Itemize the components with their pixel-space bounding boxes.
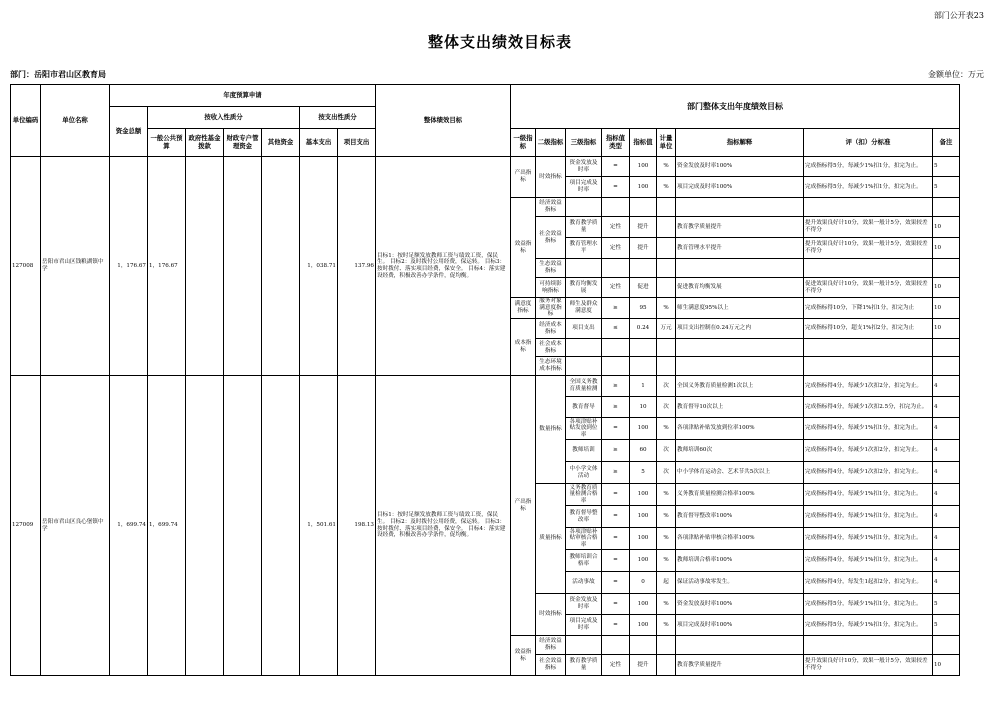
ind-unit: %: [657, 418, 676, 440]
ind2: 时效指标: [536, 157, 566, 198]
ind-explain: 教育教学质量提升: [676, 217, 804, 238]
ind-unit: %: [657, 615, 676, 636]
ind-explain: 师生满意度95%以上: [676, 298, 804, 319]
ind3: 各项津贴补贴发放到位率: [566, 418, 602, 440]
unit-code: 127008: [11, 157, 41, 376]
ind-explain: 全国义务教育质量检测1次以上: [676, 376, 804, 397]
ind3: 项目支出: [566, 319, 602, 339]
note: 4: [933, 440, 960, 462]
other-funds: [262, 376, 300, 676]
header-note: 备注: [933, 129, 960, 157]
ind-explain: 教师培训60次: [676, 440, 804, 462]
ind-unit: 次: [657, 462, 676, 484]
table-row: [11, 157, 960, 177]
ind1: 效益指标: [511, 198, 536, 298]
ind3: [566, 339, 602, 357]
ind-type: =: [602, 594, 630, 615]
note: [933, 198, 960, 217]
ind-explain: 项目完成及时率100%: [676, 615, 804, 636]
ind-explain: [676, 636, 804, 655]
ind-unit: [657, 259, 676, 278]
ind-value: [630, 198, 657, 217]
unit-name: 岳阳市君山区钱粮湖镇中学: [41, 157, 110, 376]
header-fiscal-special: 财政专户管理资金: [224, 129, 262, 157]
header-ind3: 三级指标: [566, 129, 602, 157]
scoring: 完成指标得4分，每减少1次扣2.5分，扣完为止。: [804, 397, 933, 418]
ind-explain: 义务教育质量检测合格率100%: [676, 484, 804, 506]
ind2: 时效指标: [536, 594, 566, 636]
ind-value: 100: [630, 550, 657, 572]
ind3: [566, 636, 602, 655]
ind-type: ≥: [602, 397, 630, 418]
ind3: 中小学文体活动: [566, 462, 602, 484]
ind3: 义务教育质量检测合格率: [566, 484, 602, 506]
ind3: [566, 198, 602, 217]
ind-value: 95: [630, 298, 657, 319]
ind2: 服务对象满意度指标: [536, 298, 566, 319]
note: 10: [933, 319, 960, 339]
ind-value: 5: [630, 462, 657, 484]
ind2: 经济效益指标: [536, 198, 566, 217]
note: [933, 357, 960, 376]
ind2: 经济成本指标: [536, 319, 566, 339]
note: 5: [933, 157, 960, 177]
ind-value: 提升: [630, 217, 657, 238]
header-ind1: 一级指标: [511, 129, 536, 157]
note: 10: [933, 278, 960, 298]
overall-goal: 目标1：按时足额发放教师工资与绩效工资，保民生。 目标2：及时拨付公用经费，保运转。 目标3：按时拨付、落实项目经费，保安全。 目标4：落实建设经费，积极改善办学条件，促均衡。: [376, 157, 511, 376]
ind-unit: 次: [657, 376, 676, 397]
scoring: 提升效果良好计10分，效果一般计5分，效果较差不得分: [804, 217, 933, 238]
page-number: 部门公开表23: [933, 11, 984, 20]
ind-unit: [657, 655, 676, 676]
ind-type: 定性: [602, 655, 630, 676]
ind-unit: %: [657, 550, 676, 572]
ind-type: =: [602, 418, 630, 440]
ind3: 资金发放及时率: [566, 594, 602, 615]
ind-type: =: [602, 506, 630, 528]
header-ind-explain: 指标解释: [676, 129, 804, 157]
header-scoring: 评（扣）分标准: [804, 129, 933, 157]
ind3: 项目完成及时率: [566, 615, 602, 636]
ind3: [566, 357, 602, 376]
note: 5: [933, 615, 960, 636]
ind2: 可持续影响指标: [536, 278, 566, 298]
header-dept-goal: 部门整体支出年度绩效目标: [511, 85, 960, 129]
scoring: 完成指标得5分，每减少1%扣1分，扣完为止。: [804, 594, 933, 615]
header-gov-fund: 政府性基金拨款: [186, 129, 224, 157]
ind-value: 100: [630, 528, 657, 550]
scoring: 提升效果良好计10分，效果一般计5分，效果较差不得分: [804, 655, 933, 676]
ind-explain: 中小学体育运动会、艺术节共5次以上: [676, 462, 804, 484]
scoring: 提升效果良好计10分，效果一般计5分，效果较差不得分: [804, 238, 933, 259]
performance-goal-table: [10, 84, 960, 676]
ind-explain: [676, 259, 804, 278]
note: 4: [933, 397, 960, 418]
ind-type: =: [602, 615, 630, 636]
note: [933, 339, 960, 357]
ind3: 教育督导: [566, 397, 602, 418]
ind-unit: 次: [657, 440, 676, 462]
ind-value: [630, 339, 657, 357]
project-exp: 137.96: [338, 157, 376, 376]
ind-explain: 教育管理水平提升: [676, 238, 804, 259]
ind-unit: 万元: [657, 319, 676, 339]
header-by-source: 按收入性质分: [148, 107, 300, 129]
scoring: 完成指标得5分，每减少1%扣1分，扣完为止。: [804, 615, 933, 636]
note: 10: [933, 238, 960, 259]
ind2: 社会效益指标: [536, 217, 566, 259]
header-by-nature: 按支出性质分: [300, 107, 376, 129]
ind-explain: 各项津贴补贴发放到位率100%: [676, 418, 804, 440]
scoring: 完成指标得4分，每减少1%扣1分，扣完为止。: [804, 506, 933, 528]
ind-explain: [676, 357, 804, 376]
project-exp: 198.13: [338, 376, 376, 676]
ind-type: ≥: [602, 440, 630, 462]
header-ind-type: 指标值类型: [602, 129, 630, 157]
ind-explain: 教育督导整改率100%: [676, 506, 804, 528]
ind-value: 100: [630, 506, 657, 528]
ind3: 项目完成及时率: [566, 177, 602, 198]
note: 5: [933, 177, 960, 198]
header-unit-code: 单位编码: [11, 85, 41, 157]
ind1: 成本指标: [511, 319, 536, 376]
scoring: 完成指标得4分，每减少1次扣2分，扣完为止。: [804, 462, 933, 484]
ind-explain: 各项津贴补贴审核合格率100%: [676, 528, 804, 550]
note: 4: [933, 572, 960, 594]
scoring: 促进效果良好计10分，效果一般计5分，效果较差不得分: [804, 278, 933, 298]
ind3: 教育教学质量: [566, 217, 602, 238]
ind-type: =: [602, 550, 630, 572]
general-budget: 1，176.67: [148, 157, 186, 376]
scoring: 完成指标得10分，超支1%扣2分，扣完为止: [804, 319, 933, 339]
ind2: 生态效益指标: [536, 259, 566, 278]
scoring: 完成指标得10分，下降1%扣1分，扣完为止: [804, 298, 933, 319]
ind-value: 100: [630, 615, 657, 636]
ind3: 各项津贴补贴审核合格率: [566, 528, 602, 550]
scoring: 完成指标得4分，每减少1%扣1分，扣完为止。: [804, 528, 933, 550]
ind-unit: %: [657, 594, 676, 615]
overall-goal: 目标1：按时足额发放教师工资与绩效工资，保民生。 目标2：及时拨付公用经费，保运转。 目标3：按时拨付、落实项目经费，保安全。 目标4：落实建设经费，积极改善办学条件，促均衡。: [376, 376, 511, 676]
basic-exp: 1，038.71: [300, 157, 338, 376]
ind-type: =: [602, 572, 630, 594]
department-label: 部门：岳阳市君山区教育局: [10, 70, 106, 79]
scoring: [804, 198, 933, 217]
scoring: 完成指标得4分，每减少1%扣1分，扣完为止。: [804, 418, 933, 440]
note: 4: [933, 462, 960, 484]
header-ind-value: 指标值: [630, 129, 657, 157]
scoring: 完成指标得4分，每减少1%扣1分，扣完为止。: [804, 484, 933, 506]
note: 5: [933, 594, 960, 615]
ind3: 活动事故: [566, 572, 602, 594]
note: 4: [933, 506, 960, 528]
ind-value: [630, 259, 657, 278]
header-other-funds: 其他资金: [262, 129, 300, 157]
scoring: [804, 339, 933, 357]
ind3: 师生及群众满意度: [566, 298, 602, 319]
scoring: 完成指标得4分，每减少1次扣2分，扣完为止。: [804, 376, 933, 397]
header-basic-exp: 基本支出: [300, 129, 338, 157]
ind-type: =: [602, 177, 630, 198]
ind-unit: [657, 278, 676, 298]
ind3: 教师培训: [566, 440, 602, 462]
ind-value: 100: [630, 418, 657, 440]
ind-value: 提升: [630, 655, 657, 676]
ind3: 教育督导整改率: [566, 506, 602, 528]
ind-unit: [657, 636, 676, 655]
scoring: [804, 636, 933, 655]
ind-type: [602, 198, 630, 217]
ind-unit: %: [657, 484, 676, 506]
ind-unit: %: [657, 528, 676, 550]
header-total-funds: 资金总额: [110, 107, 148, 157]
note: [933, 636, 960, 655]
ind-value: 100: [630, 157, 657, 177]
scoring: 完成指标得4分，每发生1起扣2分，扣完为止。: [804, 572, 933, 594]
note: 10: [933, 217, 960, 238]
ind-type: ≤: [602, 319, 630, 339]
ind-value: 10: [630, 397, 657, 418]
ind2: 社会成本指标: [536, 339, 566, 357]
ind-type: =: [602, 528, 630, 550]
ind-unit: [657, 357, 676, 376]
header-project-exp: 项目支出: [338, 129, 376, 157]
ind-type: [602, 259, 630, 278]
other-funds: [262, 157, 300, 376]
total-funds: 1，699.74: [110, 376, 148, 676]
ind-unit: 次: [657, 397, 676, 418]
ind1: 满意度指标: [511, 298, 536, 319]
ind-type: ≥: [602, 298, 630, 319]
gov-fund: [186, 376, 224, 676]
ind1: 效益指标: [511, 636, 536, 676]
ind-explain: [676, 339, 804, 357]
general-budget: 1，699.74: [148, 376, 186, 676]
ind-type: =: [602, 484, 630, 506]
ind-unit: [657, 198, 676, 217]
ind-type: ≥: [602, 462, 630, 484]
scoring: 完成指标得5分，每减少1%扣1分，扣完为止。: [804, 157, 933, 177]
ind-type: [602, 636, 630, 655]
ind-value: 100: [630, 484, 657, 506]
note: 4: [933, 550, 960, 572]
ind-type: 定性: [602, 238, 630, 259]
ind-explain: 教师培训合格率100%: [676, 550, 804, 572]
note: 10: [933, 655, 960, 676]
scoring: 完成指标得4分，每减少1次扣2分，扣完为止。: [804, 440, 933, 462]
ind-value: 60: [630, 440, 657, 462]
unit-code: 127009: [11, 376, 41, 676]
ind-value: 1: [630, 376, 657, 397]
ind1: 产出指标: [511, 157, 536, 198]
table-row: [11, 376, 960, 397]
scoring: 完成指标得4分，每减少1%扣1分，扣完为止。: [804, 550, 933, 572]
ind-explain: 促进教育均衡发展: [676, 278, 804, 298]
ind3: 资金发放及时率: [566, 157, 602, 177]
ind2: 质量指标: [536, 484, 566, 594]
ind-value: 0.24: [630, 319, 657, 339]
ind3: 教师培训合格率: [566, 550, 602, 572]
header-general-budget: 一般公共预算: [148, 129, 186, 157]
page-title: 整体支出绩效目标表: [427, 33, 572, 51]
header-annual-budget: 年度预算申请: [110, 85, 376, 107]
ind2: 经济效益指标: [536, 636, 566, 655]
note: 4: [933, 528, 960, 550]
ind2: 数量指标: [536, 376, 566, 484]
header-ind2: 二级指标: [536, 129, 566, 157]
ind-unit: %: [657, 298, 676, 319]
note: [933, 259, 960, 278]
ind-explain: 教育督导10次以上: [676, 397, 804, 418]
ind3: 教育教学质量: [566, 655, 602, 676]
note: 10: [933, 298, 960, 319]
unit-name: 岳阳市君山区良心堡镇中学: [41, 376, 110, 676]
header-ind-unit: 计量单位: [657, 129, 676, 157]
ind1: 产出指标: [511, 376, 536, 636]
ind3: [566, 259, 602, 278]
ind3: 教育均衡发展: [566, 278, 602, 298]
ind-explain: 教育教学质量提升: [676, 655, 804, 676]
note: 4: [933, 418, 960, 440]
fiscal-special: [224, 376, 262, 676]
basic-exp: 1，501.61: [300, 376, 338, 676]
total-funds: 1，176.67: [110, 157, 148, 376]
ind3: 全国义务教育质量检测: [566, 376, 602, 397]
ind-value: 促进: [630, 278, 657, 298]
ind-type: 定性: [602, 278, 630, 298]
ind-type: 定性: [602, 217, 630, 238]
ind3: 教育管理水平: [566, 238, 602, 259]
currency-unit-label: 金额单位：万元: [928, 70, 984, 79]
ind-unit: %: [657, 506, 676, 528]
scoring: [804, 259, 933, 278]
gov-fund: [186, 157, 224, 376]
note: 4: [933, 484, 960, 506]
ind-unit: [657, 238, 676, 259]
ind-explain: [676, 198, 804, 217]
ind-value: [630, 636, 657, 655]
ind-explain: 资金发放及时率100%: [676, 594, 804, 615]
ind2: 社会效益指标: [536, 655, 566, 676]
ind-type: ≥: [602, 376, 630, 397]
ind-explain: 项目完成及时率100%: [676, 177, 804, 198]
fiscal-special: [224, 157, 262, 376]
scoring: 完成指标得5分，每减少1%扣1分，扣完为止。: [804, 177, 933, 198]
ind-value: 100: [630, 594, 657, 615]
ind-unit: [657, 217, 676, 238]
scoring: [804, 357, 933, 376]
ind-value: 0: [630, 572, 657, 594]
ind-unit: [657, 339, 676, 357]
ind-type: [602, 339, 630, 357]
ind-unit: %: [657, 177, 676, 198]
ind-unit: 起: [657, 572, 676, 594]
ind-explain: 保证活动事故零发生。: [676, 572, 804, 594]
ind-explain: 项目支出控制在0.24万元之内: [676, 319, 804, 339]
ind-value: 100: [630, 177, 657, 198]
header-overall-goal: 整体绩效目标: [376, 85, 511, 157]
ind-value: 提升: [630, 238, 657, 259]
note: 4: [933, 376, 960, 397]
ind-value: [630, 357, 657, 376]
ind-unit: %: [657, 157, 676, 177]
ind-explain: 资金发放及时率100%: [676, 157, 804, 177]
ind-type: [602, 357, 630, 376]
header-unit-name: 单位名称: [41, 85, 110, 157]
ind2: 生态环境成本指标: [536, 357, 566, 376]
ind-type: =: [602, 157, 630, 177]
